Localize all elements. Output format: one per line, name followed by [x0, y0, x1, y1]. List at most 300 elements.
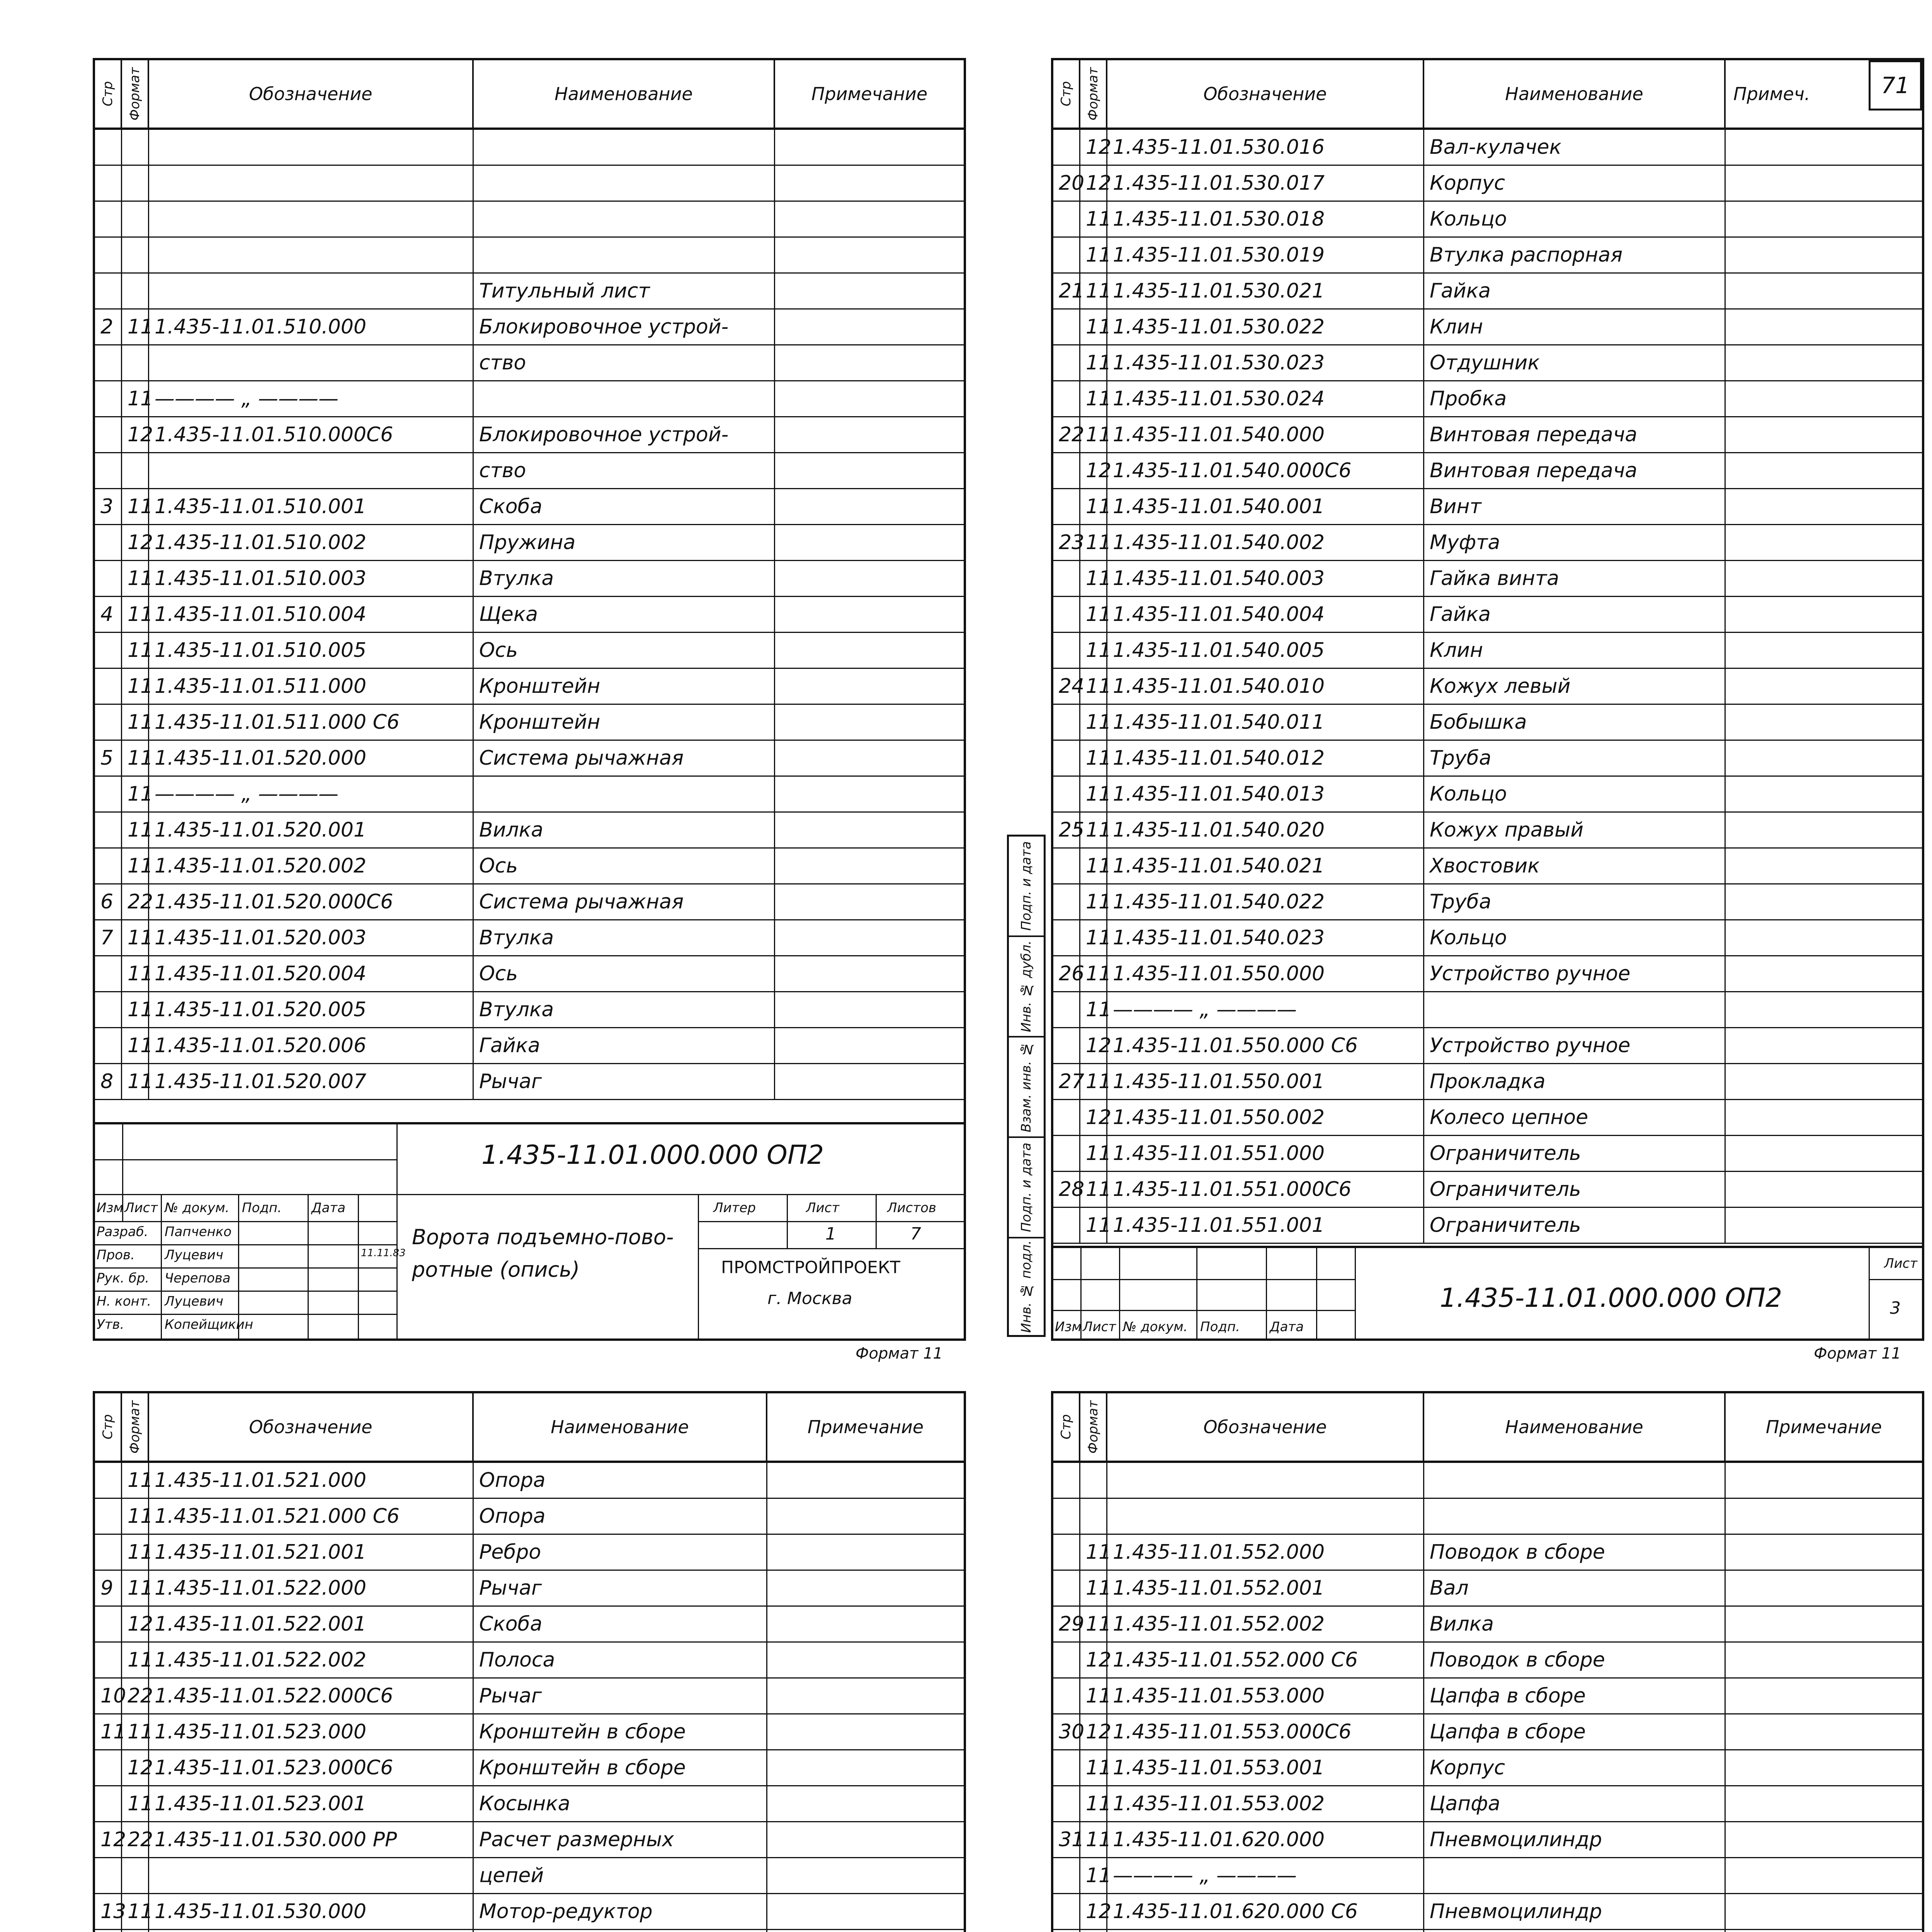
cell-format	[122, 274, 149, 308]
table-row	[1053, 525, 1922, 561]
header-primechanie: Примечание	[807, 1417, 924, 1437]
cell-primechanie	[1726, 813, 1922, 847]
cell-naimenovanie: ство	[474, 453, 775, 488]
cell-naimenovanie	[1424, 992, 1726, 1027]
cell-primechanie	[767, 1714, 964, 1749]
cell-str	[95, 1463, 122, 1498]
role-ruk-br: Рук. бр.	[97, 1270, 150, 1286]
table-row	[95, 1750, 964, 1786]
cell-naimenovanie: Поводок в сборе	[1424, 1643, 1726, 1677]
cell-primechanie	[1726, 1172, 1922, 1207]
header-oboznachenie: Обозначение	[149, 60, 474, 128]
cell-format: 11	[122, 561, 149, 596]
header-naimenovanie: Наименование	[474, 1393, 767, 1461]
cell-naimenovanie: Вал-кулачек	[1424, 130, 1726, 165]
cell-oboznachenie: 1.435-11.01.510.005	[149, 633, 474, 668]
table-row	[95, 238, 964, 274]
cell-format: 12	[122, 417, 149, 452]
cell-naimenovanie: Пневмоцилиндр	[1424, 1822, 1726, 1857]
cell-str: 7	[95, 920, 122, 955]
cell-format: 11	[1080, 1607, 1107, 1641]
cell-format: 11	[122, 669, 149, 704]
table-row	[1053, 1679, 1922, 1714]
cell-primechanie	[1726, 633, 1922, 668]
table-row	[95, 884, 964, 920]
cell-format: 11	[122, 1463, 149, 1498]
cell-str	[95, 956, 122, 991]
cell-str	[1053, 1894, 1080, 1929]
cell-primechanie	[775, 597, 964, 632]
cell-primechanie	[775, 849, 964, 883]
table-row	[1053, 417, 1922, 453]
cell-format: 11	[122, 1571, 149, 1605]
cell-format: 11	[122, 489, 149, 524]
cell-format: 11	[1080, 633, 1107, 668]
cell-naimenovanie: Опора	[474, 1499, 767, 1534]
cell-naimenovanie	[474, 130, 775, 165]
sheet-3	[93, 1391, 966, 1932]
cell-str: 27	[1053, 1064, 1080, 1099]
cell-naimenovanie: Гайка винта	[1424, 561, 1726, 596]
cell-primechanie	[1726, 956, 1922, 991]
header-oboznachenie: Обозначение	[149, 1393, 474, 1461]
title-block	[1053, 1246, 1922, 1338]
cell-primechanie	[775, 669, 964, 704]
table-row	[95, 345, 964, 381]
cell-oboznachenie: 1.435-11.01.553.000С6	[1107, 1714, 1424, 1749]
cell-primechanie	[1726, 1064, 1922, 1099]
cell-str	[95, 1028, 122, 1063]
table-row	[1053, 381, 1922, 417]
table-row	[1053, 130, 1922, 166]
cell-format: 11	[122, 992, 149, 1027]
cell-str	[95, 525, 122, 560]
table-row	[95, 777, 964, 813]
cell-naimenovanie: Устройство ручное	[1424, 1028, 1726, 1063]
cell-format: 11	[122, 381, 149, 416]
cell-format: 22	[122, 1679, 149, 1713]
cell-format: 11	[1080, 741, 1107, 776]
cell-naimenovanie: Кронштейн в сборе	[474, 1714, 767, 1749]
cell-format: 11	[122, 1714, 149, 1749]
cell-primechanie	[775, 956, 964, 991]
cell-str	[95, 705, 122, 740]
cell-str	[95, 561, 122, 596]
cell-str: 8	[95, 1064, 122, 1099]
cell-oboznachenie: 1.435-11.01.540.022	[1107, 884, 1424, 919]
cell-naimenovanie: Бобышка	[1424, 705, 1726, 740]
cell-primechanie	[775, 417, 964, 452]
table-row	[1053, 1208, 1922, 1244]
table-row	[1053, 777, 1922, 813]
cell-naimenovanie: Ось	[474, 956, 775, 991]
table-row	[95, 274, 964, 310]
role-prov: Пров.	[97, 1247, 135, 1263]
format-label: Формат 11	[855, 1345, 943, 1362]
table-row	[1053, 1930, 1922, 1932]
cell-str	[1053, 1571, 1080, 1605]
cell-oboznachenie	[149, 453, 474, 488]
cell-oboznachenie: 1.435-11.01.540.000С6	[1107, 453, 1424, 488]
table-row	[1053, 1535, 1922, 1571]
cell-naimenovanie	[474, 166, 775, 201]
label-listov: Листов	[887, 1200, 937, 1216]
cell-naimenovanie: Пружина	[474, 525, 775, 560]
cell-naimenovanie: Устройство ручное	[1424, 956, 1726, 991]
document-code: 1.435-11.01.000.000 ОП2	[481, 1140, 824, 1170]
cell-format: 12	[1080, 1714, 1107, 1749]
cell-primechanie	[775, 453, 964, 488]
cell-str: 28	[1053, 1172, 1080, 1207]
cell-oboznachenie: 1.435-11.01.551.000	[1107, 1136, 1424, 1171]
cell-str	[95, 1750, 122, 1785]
cell-oboznachenie	[149, 202, 474, 236]
label-list-2: Лист	[806, 1200, 840, 1216]
cell-str	[95, 1499, 122, 1534]
table-row	[95, 1786, 964, 1822]
cell-str	[95, 1535, 122, 1570]
cell-format: 11	[1080, 705, 1107, 740]
format-label: Формат 11	[1814, 1345, 1901, 1362]
cell-oboznachenie: 1.435-11.01.520.003	[149, 920, 474, 955]
cell-oboznachenie: 1.435-11.01.511.000	[149, 669, 474, 704]
table-row	[1053, 453, 1922, 489]
table-row	[1053, 310, 1922, 345]
cell-str	[95, 777, 122, 811]
cell-str	[95, 166, 122, 201]
cell-str: 21	[1053, 274, 1080, 308]
cell-oboznachenie: 1.435-11.01.521.000	[149, 1463, 474, 1498]
cell-primechanie	[767, 1535, 964, 1570]
table-row	[95, 202, 964, 238]
cell-primechanie	[1726, 1136, 1922, 1171]
cell-oboznachenie: 1.435-11.01.520.005	[149, 992, 474, 1027]
cell-primechanie	[767, 1607, 964, 1641]
header-primechanie: Примечание	[1765, 1417, 1882, 1437]
cell-str: 31	[1053, 1822, 1080, 1857]
cell-naimenovanie: Кольцо	[1424, 777, 1726, 811]
cell-format	[122, 238, 149, 272]
label-liter: Литер	[713, 1200, 756, 1216]
cell-str	[1053, 238, 1080, 272]
cell-format	[122, 130, 149, 165]
table-row	[95, 849, 964, 884]
cell-oboznachenie	[149, 130, 474, 165]
cell-format	[1080, 1499, 1107, 1534]
table-row	[95, 920, 964, 956]
table-row	[1053, 345, 1922, 381]
table-row	[1053, 1822, 1922, 1858]
table-row	[1053, 166, 1922, 202]
cell-format	[122, 1930, 149, 1932]
cell-str	[95, 992, 122, 1027]
cell-naimenovanie: Скоба	[474, 1607, 767, 1641]
cell-primechanie	[775, 813, 964, 847]
cell-str	[95, 1643, 122, 1677]
cell-naimenovanie: Кронштейн	[474, 669, 775, 704]
cell-primechanie	[1726, 920, 1922, 955]
cell-format: 11	[1080, 597, 1107, 632]
cell-format: 12	[122, 1750, 149, 1785]
cell-oboznachenie: 1.435-11.01.553.002	[1107, 1786, 1424, 1821]
cell-primechanie	[1726, 1643, 1922, 1677]
cell-oboznachenie: 1.435-11.01.550.001	[1107, 1064, 1424, 1099]
cell-format: 11	[1080, 920, 1107, 955]
table-header	[95, 1393, 964, 1463]
header-format: Формат	[122, 1393, 149, 1461]
cell-oboznachenie	[149, 166, 474, 201]
cell-naimenovanie: Рычаг	[474, 1679, 767, 1713]
cell-str	[1053, 1463, 1080, 1498]
table-header	[95, 60, 964, 130]
cell-str	[95, 1858, 122, 1893]
cell-oboznachenie: 1.435-11.01.530.023	[1107, 345, 1424, 380]
cell-oboznachenie: ———— „ ————	[149, 381, 474, 416]
cell-primechanie	[1726, 849, 1922, 883]
cell-str	[1053, 381, 1080, 416]
cell-naimenovanie: Ось	[474, 633, 775, 668]
cell-primechanie	[1726, 238, 1922, 272]
cell-primechanie	[1726, 1786, 1922, 1821]
cell-naimenovanie: Клин	[1424, 310, 1726, 344]
cell-naimenovanie	[1424, 1930, 1726, 1932]
cell-str: 12	[95, 1822, 122, 1857]
cell-oboznachenie: 1.435-11.01.530.022	[1107, 310, 1424, 344]
title-block	[95, 1122, 964, 1338]
cell-primechanie	[767, 1643, 964, 1677]
table-row	[1053, 1607, 1922, 1643]
cell-primechanie	[775, 561, 964, 596]
table-row	[1053, 1714, 1922, 1750]
cell-naimenovanie: Прокладка	[1424, 1064, 1726, 1099]
cell-format	[1080, 1930, 1107, 1932]
cell-primechanie	[767, 1822, 964, 1857]
name-utv: Копейщикин	[165, 1317, 253, 1332]
cell-naimenovanie: Ограничитель	[1424, 1136, 1726, 1171]
label-data: Дата	[311, 1200, 346, 1216]
cell-naimenovanie: Винт	[1424, 489, 1726, 524]
cell-format: 11	[122, 849, 149, 883]
table-row	[1053, 1571, 1922, 1607]
cell-oboznachenie: 1.435-11.01.510.002	[149, 525, 474, 560]
cell-naimenovanie: Система рычажная	[474, 884, 775, 919]
cell-format: 12	[122, 1607, 149, 1641]
cell-oboznachenie: 1.435-11.01.540.000	[1107, 417, 1424, 452]
cell-primechanie	[1726, 1822, 1922, 1857]
cell-naimenovanie: Пробка	[1424, 381, 1726, 416]
header-str: Стр	[95, 60, 122, 128]
cell-format: 11	[122, 1064, 149, 1099]
cell-naimenovanie: Корпус	[1424, 166, 1726, 201]
cell-naimenovanie: Поводок в сборе	[1424, 1535, 1726, 1570]
table-row	[1053, 561, 1922, 597]
cell-str	[1053, 489, 1080, 524]
label-podp: Подп.	[242, 1200, 282, 1216]
cell-oboznachenie: 1.435-11.01.511.000 С6	[149, 705, 474, 740]
cell-naimenovanie: Труба	[1424, 741, 1726, 776]
cell-naimenovanie: Труба	[1424, 884, 1726, 919]
cell-primechanie	[1726, 705, 1922, 740]
cell-naimenovanie: Муфта	[1424, 525, 1726, 560]
cell-str: 29	[1053, 1607, 1080, 1641]
cell-oboznachenie: 1.435-11.01.550.000 С6	[1107, 1028, 1424, 1063]
sheet-4-frame	[1051, 1391, 1924, 1932]
cell-oboznachenie: 1.435-11.01.540.023	[1107, 920, 1424, 955]
sheet-1-frame	[93, 58, 966, 1341]
cell-oboznachenie: 1.435-11.01.520.000С6	[149, 884, 474, 919]
table-row	[1053, 1499, 1922, 1535]
cell-format: 11	[122, 813, 149, 847]
cell-primechanie	[1726, 669, 1922, 704]
cell-format: 11	[1080, 202, 1107, 236]
cell-oboznachenie: 1.435-11.01.553.001	[1107, 1750, 1424, 1785]
cell-str	[1053, 992, 1080, 1027]
cell-primechanie	[1726, 1028, 1922, 1063]
spec-table-body	[95, 1463, 964, 1932]
cell-primechanie	[1726, 1679, 1922, 1713]
cell-oboznachenie: 1.435-11.01.540.020	[1107, 813, 1424, 847]
list-value: 1	[825, 1224, 836, 1244]
cell-naimenovanie: Цапфа в сборе	[1424, 1714, 1726, 1749]
cell-primechanie	[775, 705, 964, 740]
cell-str: 5	[95, 741, 122, 776]
cell-str	[1053, 1028, 1080, 1063]
cell-primechanie	[1726, 741, 1922, 776]
cell-naimenovanie: Ограничитель	[1424, 1208, 1726, 1243]
cell-oboznachenie: 1.435-11.01.540.002	[1107, 525, 1424, 560]
cell-str	[1053, 345, 1080, 380]
cell-naimenovanie: Цапфа	[1424, 1786, 1726, 1821]
table-row	[95, 1894, 964, 1930]
cell-primechanie	[775, 1064, 964, 1099]
cell-oboznachenie	[1107, 1499, 1424, 1534]
table-row	[95, 1028, 964, 1064]
cell-oboznachenie	[149, 274, 474, 308]
cell-str	[95, 381, 122, 416]
cell-str	[1053, 1786, 1080, 1821]
cell-format: 11	[1080, 274, 1107, 308]
role-n-kont: Н. конт.	[97, 1294, 151, 1309]
cell-oboznachenie: 1.435-11.01.520.004	[149, 956, 474, 991]
cell-oboznachenie	[149, 1930, 474, 1932]
cell-oboznachenie: 1.435-11.01.530.018	[1107, 202, 1424, 236]
cell-naimenovanie: Гайка	[1424, 274, 1726, 308]
cell-oboznachenie: 1.435-11.01.550.002	[1107, 1100, 1424, 1135]
header-str: Стр	[95, 1393, 122, 1461]
table-row	[95, 166, 964, 202]
table-row	[1053, 202, 1922, 238]
cell-str: 25	[1053, 813, 1080, 847]
cell-format: 11	[1080, 777, 1107, 811]
table-row	[95, 1064, 964, 1100]
cell-naimenovanie: Отдушник	[1424, 345, 1726, 380]
table-row	[1053, 274, 1922, 310]
cell-format	[122, 202, 149, 236]
cell-format: 11	[122, 1499, 149, 1534]
cell-format: 22	[122, 884, 149, 919]
cell-str	[95, 453, 122, 488]
table-row	[95, 1607, 964, 1643]
cell-format: 12	[1080, 1100, 1107, 1135]
table-row	[1053, 1894, 1922, 1930]
cell-format: 11	[1080, 1822, 1107, 1857]
table-row	[1053, 1786, 1922, 1822]
cell-str: 4	[95, 597, 122, 632]
cell-oboznachenie: 1.435-11.01.550.000	[1107, 956, 1424, 991]
cell-oboznachenie: 1.435-11.01.523.000	[149, 1714, 474, 1749]
table-header	[1053, 1393, 1922, 1463]
cell-primechanie	[767, 1858, 964, 1893]
table-row	[95, 992, 964, 1028]
cell-str	[95, 345, 122, 380]
table-row	[1053, 956, 1922, 992]
cell-naimenovanie: Кожух правый	[1424, 813, 1726, 847]
cell-primechanie	[1726, 417, 1922, 452]
cell-primechanie	[1726, 1894, 1922, 1929]
cell-str	[95, 1786, 122, 1821]
cell-naimenovanie: Винтовая передача	[1424, 453, 1726, 488]
cell-primechanie	[1726, 992, 1922, 1027]
cell-str: 23	[1053, 525, 1080, 560]
cell-oboznachenie	[149, 238, 474, 272]
cell-str	[1053, 597, 1080, 632]
cell-oboznachenie: 1.435-11.01.551.000С6	[1107, 1172, 1424, 1207]
cell-primechanie	[1726, 884, 1922, 919]
cell-str	[1053, 705, 1080, 740]
document-title: Ворота подъемно-пово- ротные (опись)	[412, 1225, 674, 1282]
listov-value: 7	[910, 1224, 921, 1244]
cell-naimenovanie: Гайка	[474, 1028, 775, 1063]
cell-oboznachenie: 1.435-11.01.540.012	[1107, 741, 1424, 776]
cell-naimenovanie: Кронштейн	[474, 705, 775, 740]
table-row	[1053, 741, 1922, 777]
cell-oboznachenie: 1.435-11.01.530.000	[149, 1894, 474, 1929]
cell-primechanie	[1726, 1750, 1922, 1785]
cell-str	[1053, 310, 1080, 344]
cell-format: 11	[1080, 310, 1107, 344]
cell-format	[1080, 1463, 1107, 1498]
cell-primechanie	[775, 777, 964, 811]
label-izm: Изм	[1055, 1319, 1082, 1335]
cell-str	[95, 417, 122, 452]
cell-primechanie	[775, 310, 964, 344]
cell-naimenovanie: Ось	[474, 849, 775, 883]
table-row	[95, 1822, 964, 1858]
table-row	[95, 597, 964, 633]
cell-primechanie	[775, 920, 964, 955]
table-row	[1053, 992, 1922, 1028]
role-razrab: Разраб.	[97, 1224, 148, 1240]
cell-oboznachenie	[1107, 1463, 1424, 1498]
label-nomer-dokum: № докум.	[1123, 1319, 1188, 1335]
cell-str	[95, 813, 122, 847]
cell-naimenovanie	[474, 238, 775, 272]
table-row	[95, 1499, 964, 1535]
cell-naimenovanie	[474, 1930, 767, 1932]
cell-naimenovanie: Ребро	[474, 1535, 767, 1570]
cell-format: 12	[1080, 1028, 1107, 1063]
label-list: Лист	[124, 1200, 158, 1216]
cell-str: 30	[1053, 1714, 1080, 1749]
cell-primechanie	[1726, 1571, 1922, 1605]
cell-format	[122, 345, 149, 380]
cell-naimenovanie: Клин	[1424, 633, 1726, 668]
cell-str	[95, 849, 122, 883]
cell-primechanie	[1726, 1208, 1922, 1243]
cell-primechanie	[1726, 310, 1922, 344]
table-row	[95, 956, 964, 992]
cell-naimenovanie: Винтовая передача	[1424, 417, 1726, 452]
